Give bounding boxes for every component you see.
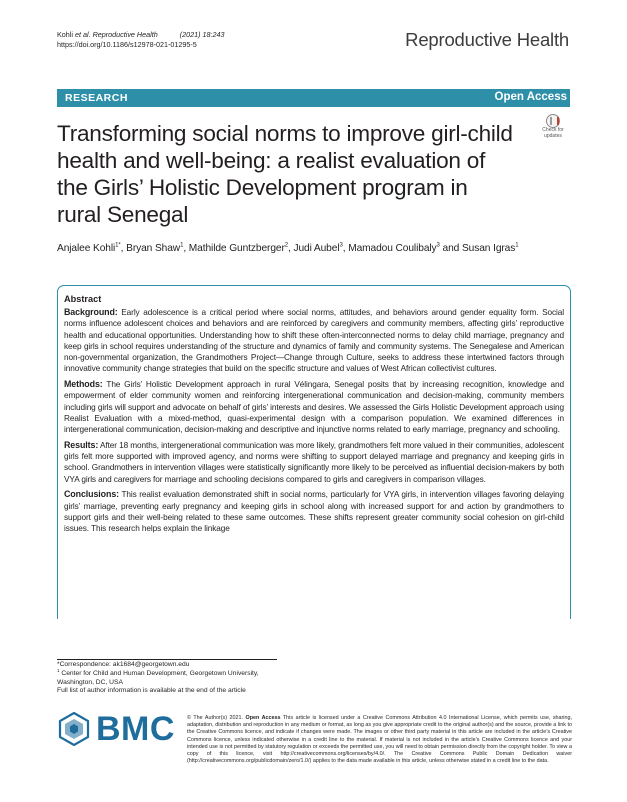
- abstract-methods: Methods: The Girls’ Holistic Development approach in rural Vélingara, Senegal posits that by increasing recognition, knowledge and empowerment of elder community women and reinforcing intergenerational communication and decision-making, community members including girls will support and advocate on behalf of girls’ interests and desires. We assessed the Girls Holistic Development approach using Realist Evaluation with a mixed-method, quasi-experimental design with a comparison population. We examined differences in intergenerational communication, decision-making and descriptive and injunctive norms related to early marriage, pregnancy and schooling.: [64, 379, 564, 434]
- author-list: Anjalee Kohli$^{1*}$, Bryan Shaw$^1$, Mathilde Guntzberger$^2$, Judi Aubel$^3$, Mamadou Coulibaly$^3$ and Susan Igras$^1$: [57, 242, 519, 254]
- crossmark-icon: [546, 114, 560, 128]
- abstract-results: Results: After 18 months, intergenerational communication was more likely, grandmothers felt more valued in their communities, adolescent girls felt more supported with improved agency, and norms were shifting to support delayed marriage and pregnancy and keeping girls in school. Grandmothers in intervention villages were statistically significantly more likely to be perceived as influential decision-makers by both VYA girls and caregivers for marriage and schooling decisions compared to girls and caregivers in comparison villages.: [64, 439, 564, 484]
- citation-journal: et al. Reproductive Health: [74, 30, 158, 39]
- author-affiliation-mark: 3: [436, 242, 440, 249]
- affiliation-note-cont: Washington, DC, USA: [57, 678, 123, 686]
- author-affiliation-mark: 1: [515, 242, 519, 249]
- license-text: © The Author(s) 2021. Open Access This article is licensed under a Creative Commons Attribution 4.0 International License, which permits use, sharing, adaptation, distribution and reproduction in any medium or format, as long as you give appropriate credit to the original author(s) and the source, provide a link to the Creative Commons licence, and indicate if changes were made. The images or other third party material in this article are included in the article’s Creative Commons licence, unless indicated otherwise in a credit line to the material. If material is not included in the article’s Creative Commons licence and your intended use is not permitted by statutory regulation or exceeds the permitted use, you will need to obtain permission directly from the copyright holder. To view a copy of this licence, visit http://creativecommons.org/licenses/by/4.0/. The Creative Commons Public Domain Dedication waiver (http://creativecommons.org/publicdomain/zero/1.0/) applies to the data made available in this article, unless otherwise stated in a credit line to the data.: [187, 715, 573, 765]
- bmc-logo-icon: [57, 712, 91, 746]
- doi-link[interactable]: https://doi.org/10.1186/s12978-021-01295-5: [57, 40, 197, 49]
- citation-block: [57, 30, 224, 50]
- article-title: Transforming social norms to improve girl-child health and well-being: a realist evaluation of the Girls’ Holistic Development program in rural Senegal: [57, 121, 513, 227]
- author-name[interactable]: Bryan Shaw: [126, 243, 181, 254]
- author-name[interactable]: Mamadou Coulibaly: [348, 243, 437, 254]
- open-access-label: Open Access: [494, 91, 567, 103]
- author-name[interactable]: Susan Igras: [461, 243, 516, 254]
- article-type-banner: [57, 89, 570, 107]
- author-affiliation-mark: 2: [284, 242, 288, 249]
- author-affiliation-mark: 3: [339, 242, 343, 249]
- bmc-logo-text: BMC: [96, 710, 175, 748]
- correspondence-note[interactable]: *Correspondence: ak1684@georgetown.edu: [57, 661, 190, 668]
- abstract-heading: Abstract: [64, 294, 102, 304]
- author-affiliation-mark: 1: [180, 242, 184, 249]
- article-type-label: RESEARCH: [65, 92, 128, 104]
- citation-line: [57, 30, 224, 40]
- abstract-body: [64, 307, 564, 539]
- citation-year-volume: (2021) 18:243: [179, 30, 225, 39]
- crossmark-label: Check for updates: [542, 127, 564, 139]
- check-for-updates-button[interactable]: [537, 114, 569, 146]
- author-affiliation-mark: 1*: [115, 242, 121, 249]
- abstract-background: Background: Early adolescence is a critical period where social norms, attitudes, and behaviors around gender equality form. Social norms influence adolescent choices and behaviors and are reinforced by caregivers and community members, affecting girls’ reproductive health and educational opportunities. Understanding how to shift these often-interconnected norms to delay child marriage, pregnancy and keep girls in school requires understanding of the structure and dynamics of family and community systems. The Senegalese and American non-governmental organization, the Grandmothers Project—Change through Culture, seeks to address these intertwined factors through innovative community change strategies that build on the specific structure and values of West African collectivist cultures.: [64, 307, 564, 374]
- author-info-note: Full list of author information is available at the end of the article: [57, 687, 246, 695]
- author-name[interactable]: Anjalee Kohli: [57, 243, 116, 254]
- journal-name: Reproductive Health: [405, 29, 569, 50]
- footnote-divider: [57, 659, 277, 660]
- citation-author: Kohli: [57, 30, 73, 39]
- author-name[interactable]: Mathilde Guntzberger: [188, 243, 285, 254]
- footnotes: [57, 661, 259, 696]
- affiliation-note: $^1$ Center for Child and Human Development, Georgetown University,: [57, 667, 259, 677]
- abstract-conclusions: Conclusions: This realist evaluation demonstrated shift in social norms, particularly for VYA girls, in intervention villages favoring delaying girls’ marriage, preventing early pregnancy and keeping girls in school along with increased support for and action by grandmothers to support girls and their well-being related to these same outcomes. These shifts represent greater community social cohesion on girl-child issues. This research helps explain the linkage: [64, 489, 564, 533]
- author-name[interactable]: Judi Aubel: [293, 243, 340, 254]
